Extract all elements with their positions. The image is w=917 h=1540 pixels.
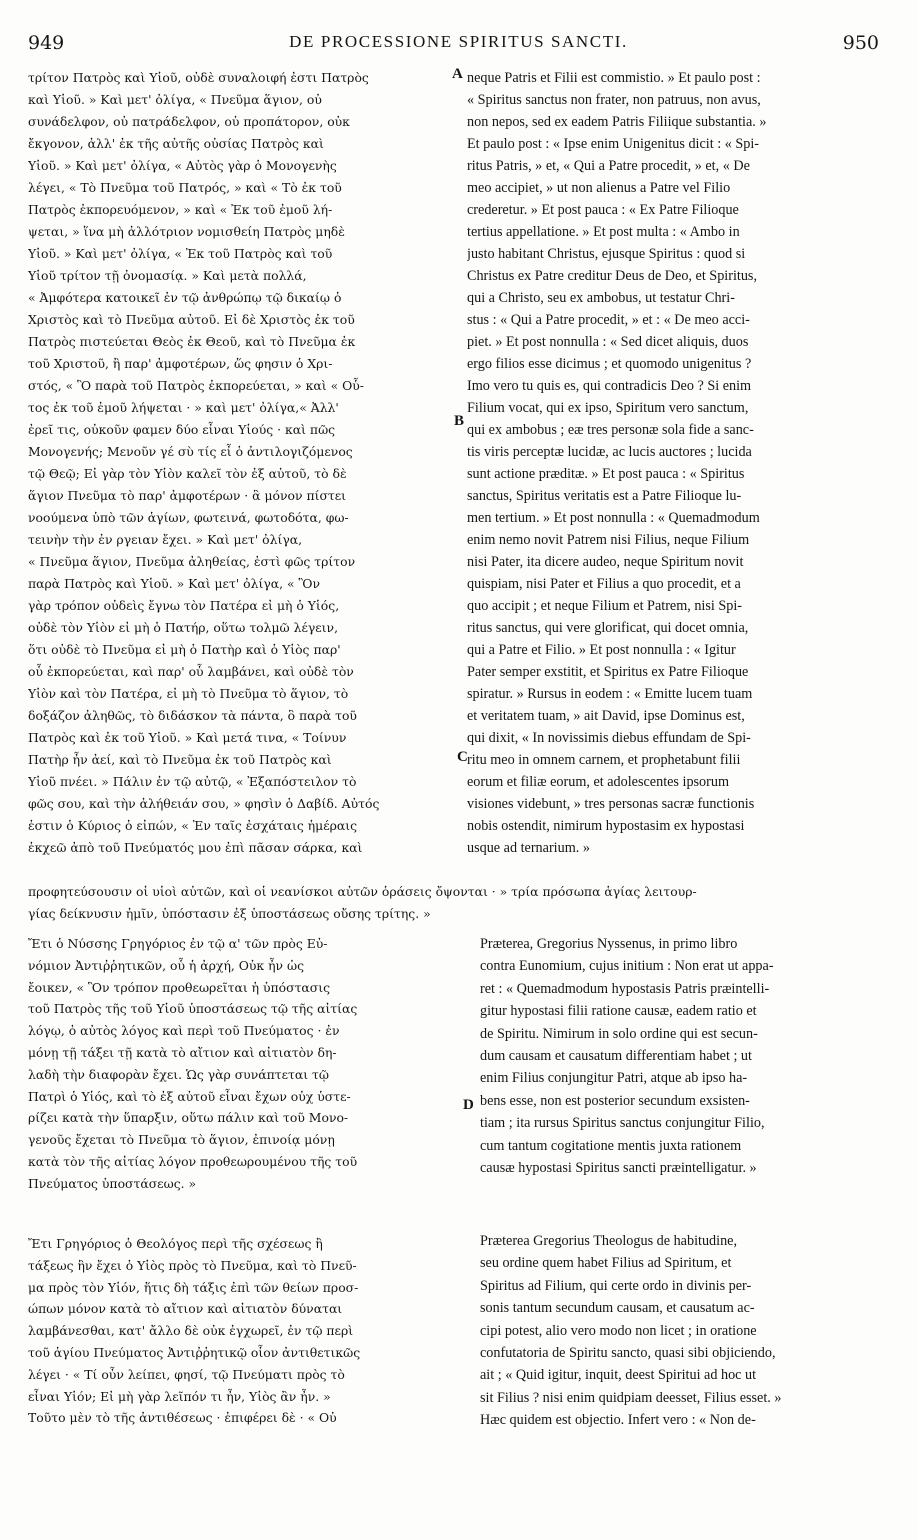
text-line: παρὰ Πατρὸς καὶ Υἱοῦ. » Καὶ μετ' ὀλίγα, « Ὃν xyxy=(28,576,321,591)
text-line: τεινὴν τὴν ἐν ργειαν ἔχει. » Καὶ μετ' ὀλίγα, xyxy=(28,532,303,547)
text-line: justo habitant Christus, ejusque Spiritus : quod si xyxy=(467,246,746,262)
text-line: Μονογενής; Μενοῦν γέ σὺ τίς εἶ ὁ ἀντιλογιζόμενος xyxy=(28,444,353,459)
text-line: tertius appellatione. » Et post multa : « Ambo in xyxy=(467,224,740,240)
page-header xyxy=(0,22,917,54)
text-line: ώπων μόνον κατὰ τὸ αἴτιον καὶ αἰτιατὸν δύναται xyxy=(28,1301,343,1317)
text-line: Imo vero tu quis es, qui contradicis Deo ? Si enim xyxy=(467,378,752,394)
text-line: ergo filios esse dicimus ; et quomodo unigenitus ? xyxy=(467,356,752,372)
text-line: συνάδελφον, οὐ πατράδελφον, οὐ προπάτορον, οὐκ xyxy=(28,114,350,129)
text-line: ἔκγονον, ἀλλ' ἐκ τῆς αὐτῆς οὐσίας Πατρὸς καὶ xyxy=(28,136,324,151)
text-line: meo accipiet, » ut non alienus a Patre vel Filio xyxy=(467,180,731,196)
section-marker-d: D xyxy=(463,1097,474,1113)
greek-nyssa-paragraph xyxy=(28,933,456,1195)
text-line: spiratur. » Rursus in eodem : « Emitte lucem tuam xyxy=(467,686,753,702)
text-line: qui a Christo, seu ex ambobus, ut testatur Chri- xyxy=(467,290,735,306)
text-line: ἐρεῖ τις, οὐκοῦν φαμεν δύο εἶναι Υἱούς · καὶ πῶς xyxy=(28,422,336,437)
text-line: εἶναι Υἱόν; Εἰ μὴ γὰρ λεῖπόν τι ἦν, Υἱὸς ἂν ἦν. » xyxy=(28,1388,331,1404)
text-line: Ἔτι Γρηγόριος ὁ Θεολόγος περὶ τῆς σχέσεως ἢ xyxy=(28,1236,323,1251)
text-line: Υἱὸν καὶ τὸν Πατέρα, εἰ μὴ τὸ Πνεῦμα τὸ ἅγιον, τὸ xyxy=(28,686,349,701)
text-line: ἐστιν ὁ Κύριος ὁ εἰπών, « Ἐν ταῖς ἐσχάταις ἡμέραις xyxy=(28,818,358,833)
text-line: ὅτι οὐδὲ τὸ Πνεῦμα εἰ μὴ ὁ Πατὴρ καὶ ὁ Υἱὸς παρ' xyxy=(28,642,341,657)
text-line: nobis ostendit, nimirum hypostasim ex hypostasi xyxy=(467,818,745,834)
section-marker-c: C xyxy=(457,749,468,765)
text-line: tis viris perceptæ lucidæ, ac lucis auctores ; lucida xyxy=(467,444,752,460)
text-line: Υἱοῦ τρίτον τῇ ὀνομασίᾳ. » Καὶ μετὰ πολλά, xyxy=(28,268,307,283)
text-line: τρίτον Πατρὸς καὶ Υἱοῦ, οὐδὲ συναλοιφή ἐστι Πατρὸς xyxy=(28,70,369,85)
text-line: sanctus, Spiritus veritatis est a Patre Filioque lu- xyxy=(467,488,742,504)
text-line: cipi potest, alio vero modo non licet ; in oratione xyxy=(480,1322,757,1339)
text-line: τοῦ Πατρὸς τῆς τοῦ Υἱοῦ ὑποστάσεως τῷ τῆς αἰτίας xyxy=(28,1001,358,1017)
text-line: λαμβάνεσθαι, κατ' ἄλλο δὲ οὐκ ἐγχωρεῖ, ἐν τῷ περὶ xyxy=(28,1323,354,1339)
text-line: neque Patris et Filii est commistio. » Et paulo post : xyxy=(467,70,761,86)
text-line: ritus Patris, » et, « Qui a Patre procedit, » et, « De xyxy=(467,158,750,174)
text-line: τῷ Θεῷ; Εἰ γὰρ τὸν Υἱὸν καλεῖ τὸν ἐξ αὐτοῦ, τὸ δὲ xyxy=(28,466,347,481)
text-line: Πατὴρ ἦν ἀεί, καὶ τὸ Πνεῦμα ἐκ τοῦ Πατρὸς καὶ xyxy=(28,752,332,767)
text-line: Πατρὶ ὁ Υἱός, καὶ τὸ ἐξ αὐτοῦ εἶναι ἔχων οὐχ ὑστε- xyxy=(28,1088,351,1104)
text-line: qui ex ambobus ; eæ tres personæ sola fide a sanc- xyxy=(467,422,754,438)
text-line: Pater semper exstitit, et Spiritus ex Patre Filioque xyxy=(467,664,749,680)
text-line: Præterea, Gregorius Nyssenus, in primo libro xyxy=(480,936,738,952)
text-line: crederetur. » Et post pauca : « Ex Patre Filioque xyxy=(467,202,739,218)
text-line: κατὰ τὸν τῆς αἰτίας λόγον προθεωρουμένου τῆς τοῦ xyxy=(28,1153,358,1169)
text-line: quispiam, nisi Pater et Filius a quo procedit, et a xyxy=(467,576,741,592)
text-line: γίας δείκνυσιν ἡμῖν, ὑπόστασιν ἐξ ὑποστάσεως οὔσης τρίτης. » xyxy=(28,906,431,921)
text-line: cum tantum cogitatione mentis juxta rationem xyxy=(480,1137,742,1154)
text-line: piet. » Et post nonnulla : « Sed dicet aliquis, duos xyxy=(467,334,749,350)
text-line: λέγει, « Τὸ Πνεῦμα τοῦ Πατρός, » καὶ « Τὸ ἐκ τοῦ xyxy=(28,180,342,195)
text-line: Υἱοῦ πνέει. » Πάλιν ἐν τῷ αὐτῷ, « Ἐξαπόστειλον τὸ xyxy=(28,774,357,789)
running-title: DE PROCESSIONE SPIRITUS SANCTI. xyxy=(289,32,628,51)
page-number-right: 950 xyxy=(842,32,879,54)
text-line: Τοῦτο μὲν τὸ τῆς ἀντιθέσεως · ἐπιφέρει δὲ · « Οὐ xyxy=(28,1410,337,1426)
latin-nyssa-paragraph xyxy=(480,933,880,1179)
text-line: qui a Patre et Filio. » Et post nonnulla : « Igitur xyxy=(467,642,736,658)
text-line: οὗ ἐκπορεύεται, καὶ παρ' οὗ λαμβάνει, καὶ οὐδὲ τὸν xyxy=(28,664,354,679)
text-line: confutatoria de Spiritu sancto, quasi sibi objiciendo, xyxy=(480,1344,776,1361)
greek-full-width-continuation xyxy=(28,881,879,925)
greek-theologus-paragraph xyxy=(28,1233,456,1429)
section-marker-a: A xyxy=(452,66,463,82)
text-line: usque ad ternarium. » xyxy=(467,840,590,856)
text-line: γενοῦς ἔχεται τὸ Πνεῦμα τὸ ἅγιον, ἐπινοίᾳ μόνῃ xyxy=(28,1132,335,1148)
text-line: λόγῳ, ὁ αὐτὸς λόγος καὶ περὶ τοῦ Πνεύματος · ἐν xyxy=(28,1023,340,1039)
text-line: Χριστὸς καὶ τὸ Πνεῦμα αὐτοῦ. Εἰ δὲ Χριστὸς ἐκ τοῦ xyxy=(28,312,355,327)
text-line: qui dixit, « In novissimis diebus effundam de Spi- xyxy=(467,730,751,746)
text-line: Πατρὸς καὶ ἐκ τοῦ Υἱοῦ. » Καὶ μετά τινα, « Τοίνυν xyxy=(28,730,347,745)
text-line: Πατρὸς ἐκπορευόμενον, » καὶ « Ἐκ τοῦ ἐμοῦ λή- xyxy=(28,202,333,217)
text-line: « Πνεῦμα ἅγιον, Πνεῦμα ἀληθείας, ἐστὶ φῶς τρίτον xyxy=(28,554,356,569)
text-line: non nepos, sed ex eadem Patris Filiique substantia. » xyxy=(467,114,767,130)
text-line: γὰρ τρόπον οὐδεὶς ἔγνω τὸν Πατέρα εἰ μὴ ὁ Υἱός, xyxy=(28,598,340,613)
text-line: gitur hypostasi filii ratione causæ, eadem ratio et xyxy=(480,1003,757,1020)
text-line: enim Filius conjungitur Patri, atque ab ipso ha- xyxy=(480,1070,748,1087)
text-line: τος ἐκ τοῦ ἐμοῦ λήψεται · » καὶ μετ' ὀλίγα,« Ἀλλ' xyxy=(28,400,339,415)
text-line: ρίζει κατὰ τὴν ὕπαρξιν, οὕτω πάλιν καὶ τοῦ Μονο- xyxy=(28,1110,349,1126)
text-line: Πατρὸς πιστεύεται Θεὸς ἐκ Θεοῦ, καὶ τὸ Πνεῦμα ἐκ xyxy=(28,334,356,349)
text-line: nisi Pater, ita dicere audeo, neque Spiritum novit xyxy=(467,554,744,570)
text-line: stus : « Qui a Patre procedit, » et : « De meo acci- xyxy=(467,312,750,328)
text-line: Filium vocat, qui ex ipso, Spiritum vero sanctum, xyxy=(467,400,749,416)
text-line: τοῦ Χριστοῦ, ἢ παρ' ἀμφοτέρων, ὥς φησιν ὁ Χρι- xyxy=(28,356,333,371)
text-line: ritus sanctus, qui vere glorificat, qui docet omnia, xyxy=(467,620,749,636)
text-line: Spiritus ad Filium, qui certe ordo in divinis per- xyxy=(480,1277,752,1294)
text-line: τοῦ ἁγίου Πνεύματος Ἀντιῤῥητικῷ οἷον ἀντιθετικῶς xyxy=(28,1344,361,1360)
text-line: Præterea Gregorius Theologus de habitudine, xyxy=(480,1233,738,1249)
text-line: μα πρὸς τὸν Υἱόν, ἥτις δὴ τάξις ἐπὶ τῶν θείων προσ- xyxy=(28,1279,359,1295)
text-line: ἔοικεν, « Ὃν τρόπον προθεωρεῖται ἡ ὑπόστασις xyxy=(28,979,331,995)
text-line: sunt actione præditæ. » Et post pauca : « Spiritus xyxy=(467,466,745,482)
text-line: ret : « Quemadmodum hypostasis Patris præintelli- xyxy=(480,980,770,997)
greek-column-top xyxy=(28,67,456,859)
text-line: τάξεως ἣν ἔχει ὁ Υἱὸς πρὸς τὸ Πνεῦμα, καὶ τὸ Πνεῦ- xyxy=(28,1257,357,1273)
text-line: νοούμενα ὑπὸ τῶν ἁγίων, φωτεινά, φωτοδότα, φω- xyxy=(28,510,349,525)
text-line: tiam ; ita rursus Spiritus sanctus conjungitur Filio, xyxy=(480,1115,765,1132)
text-line: δοξάζον ἀληθῶς, τὸ διδάσκον τὰ πάντα, ὃ παρὰ τοῦ xyxy=(28,708,357,723)
text-line: Πνεύματος ὑποστάσεως. » xyxy=(28,1175,197,1191)
text-line: visiones videbunt, » tres personas sacræ functionis xyxy=(467,796,755,812)
text-line: λαδὴ τὴν διαφορὰν ἔχει. Ὡς γὰρ συνάπτεται τῷ xyxy=(28,1066,329,1082)
text-line: quo accipit ; et neque Filium et Patrem, nisi Spi- xyxy=(467,598,743,614)
text-line: ἅγιον Πνεῦμα τὸ παρ' ἀμφοτέρων · ἃ μόνον πίστει xyxy=(28,488,347,503)
text-line: seu ordine quem habet Filius ad Spiritum, et xyxy=(480,1255,732,1272)
text-line: eorum et filiæ eorum, et adolescentes ipsorum xyxy=(467,774,730,790)
text-line: οὐδὲ τὸν Υἱὸν εἰ μὴ ὁ Πατήρ, οὕτω τολμῶ λέγειν, xyxy=(28,620,339,635)
text-line: Ἔτι ὁ Νύσσης Γρηγόριος ἐν τῷ α' τῶν πρὸς Εὐ- xyxy=(28,936,328,951)
text-line: contra Eunomium, cujus initium : Non erat ut appa- xyxy=(480,958,774,975)
text-line: men tertium. » Et post nonnulla : « Quemadmodum xyxy=(467,510,760,526)
text-line: « Spiritus sanctus non frater, non patruus, non avus, xyxy=(467,92,761,108)
text-line: καὶ Υἱοῦ. » Καὶ μετ' ὀλίγα, « Πνεῦμα ἅγιον, οὐ xyxy=(28,92,322,107)
text-line: μόνῃ τῇ τάξει τῇ κατὰ τὸ αἴτιον καὶ αἰτιατὸν δη- xyxy=(28,1044,337,1060)
page-number-left: 949 xyxy=(28,32,65,54)
text-line: ritu meo in omnem carnem, et prophetabunt filii xyxy=(467,752,741,768)
latin-column-top xyxy=(467,67,879,859)
text-line: Et paulo post : « Ipse enim Unigenitus dicit : « Spi- xyxy=(467,136,760,152)
text-line: νόμιον Ἀντιῤῥητικῶν, οὗ ἡ ἀρχή, Οὐκ ἦν ὡς xyxy=(28,957,305,973)
text-line: φῶς σου, καὶ τὴν ἀλήθειάν σου, » φησὶν ὁ Δαβίδ. Αὐτός xyxy=(28,796,380,811)
section-marker-b: B xyxy=(454,413,465,429)
latin-theologus-paragraph xyxy=(480,1230,880,1432)
text-line: sit Filius ? nisi enim quidpiam deesset, Filius esset. » xyxy=(480,1389,782,1406)
text-line: ψεται, » ἵνα μὴ ἀλλότριον νομισθείη Πατρὸς μηδὲ xyxy=(28,224,345,239)
text-line: Υἱοῦ. » Καὶ μετ' ὀλίγα, « Αὐτὸς γὰρ ὁ Μονογενὴς xyxy=(28,158,337,173)
text-line: Christus ex Patre creditur Deus de Deo, et Spiritus, xyxy=(467,268,757,284)
text-line: de Spiritu. Nimirum in solo ordine qui est secun- xyxy=(480,1025,758,1042)
text-line: sonis tantum secundum causam, et causatum ac- xyxy=(480,1300,755,1317)
text-line: « Ἀμφότερα κατοικεῖ ἐν τῷ ἀνθρώπῳ τῷ δικαίῳ ὁ xyxy=(28,290,342,305)
text-line: Υἱοῦ. » Καὶ μετ' ὀλίγα, « Ἐκ τοῦ Πατρὸς καὶ τοῦ xyxy=(28,246,333,261)
text-line: causæ hypostasi Spiritus sancti præintelligatur. » xyxy=(480,1159,757,1176)
text-line: Hæc quidem est objectio. Infert vero : « Non de- xyxy=(480,1412,756,1429)
text-line: λέγει · « Τί οὖν λείπει, φησί, τῷ Πνεύματι πρὸς τὸ xyxy=(28,1366,345,1382)
text-line: προφητεύσουσιν οἱ υἱοὶ αὐτῶν, καὶ οἱ νεανίσκοι αὐτῶν ὁράσεις ὄψονται · » τρία πρόσωπα ἁγίας λειτουρ- xyxy=(28,884,697,899)
text-line: et veritatem tuam, » ait David, ipse Dominus est, xyxy=(467,708,745,724)
text-line: enim nemo novit Patrem nisi Filius, neque Filium xyxy=(467,532,750,548)
text-line: ἐκχεῶ ἀπὸ τοῦ Πνεύματός μου ἐπὶ πᾶσαν σάρκα, καὶ xyxy=(28,840,363,855)
text-line: στός, « Ὃ παρὰ τοῦ Πατρὸς ἐκπορεύεται, » καὶ « Οὗ- xyxy=(28,378,364,393)
text-line: dum causam et causatum differentiam habet ; ut xyxy=(480,1047,752,1064)
text-line: ait ; « Quid igitur, inquit, deest Spiritui ad hoc ut xyxy=(480,1367,757,1384)
text-line: bens esse, non est posterior secundum exsisten- xyxy=(480,1092,750,1109)
